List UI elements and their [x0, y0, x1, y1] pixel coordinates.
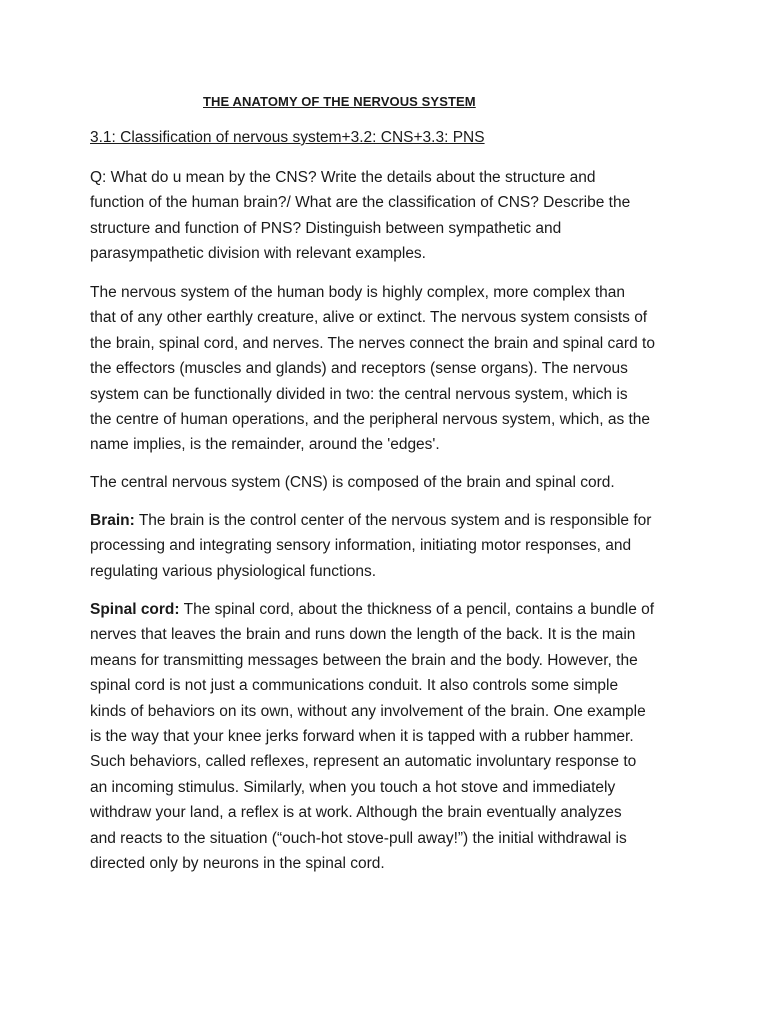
- spinal-label: Spinal cord:: [90, 601, 180, 618]
- brain-paragraph: [90, 508, 690, 584]
- intro-line: the effectors (muscles and glands) and receptors (sense organs). The nervous: [90, 360, 628, 378]
- spinal-line: Such behaviors, called reflexes, represent an automatic involuntary response to: [90, 753, 637, 771]
- spinal-line: spinal cord is not just a communications conduit. It also controls some simple: [90, 677, 619, 695]
- intro-line: that of any other earthly creature, alive or extinct. The nervous system consists of: [90, 309, 648, 327]
- spinal-cord-paragraph: [90, 597, 690, 876]
- spinal-line: directed only by neurons in the spinal cord.: [90, 855, 385, 873]
- brain-line: regulating various physiological functions.: [90, 562, 377, 580]
- cns-paragraph: [90, 470, 690, 495]
- question-line: parasympathetic division with relevant examples.: [90, 245, 426, 263]
- brain-first-text: The brain is the control center of the nervous system and is responsible for: [134, 512, 652, 529]
- brain-label: Brain:: [90, 512, 135, 529]
- spinal-line: is the way that your knee jerks forward when it is tapped with a rubber hammer.: [90, 728, 634, 746]
- question-line: Q: What do u mean by the CNS? Write the details about the structure and: [90, 169, 596, 186]
- question-line: function of the human brain?/ What are the classification of CNS? Describe the: [90, 194, 631, 212]
- question-line: structure and function of PNS? Distinguish between sympathetic and: [90, 219, 562, 237]
- intro-line: name implies, is the remainder, around the 'edges'.: [90, 436, 440, 454]
- cns-line: The central nervous system (CNS) is composed of the brain and spinal cord.: [90, 474, 615, 491]
- intro-line: the brain, spinal cord, and nerves. The nerves connect the brain and spinal card to: [90, 334, 655, 352]
- spinal-first-line: [90, 597, 690, 622]
- brain-line: processing and integrating sensory information, initiating motor responses, and: [90, 537, 632, 555]
- intro-line: the centre of human operations, and the peripheral nervous system, which, as the: [90, 411, 651, 429]
- section-heading: 3.1: Classification of nervous system+3.2: CNS+3.3: PNS: [90, 129, 485, 146]
- intro-line: The nervous system of the human body is highly complex, more complex than: [90, 284, 626, 301]
- intro-line: system can be functionally divided in two: the central nervous system, which is: [90, 385, 628, 403]
- spinal-first-text: The spinal cord, about the thickness of a pencil, contains a bundle of: [179, 601, 655, 618]
- document-title: THE ANATOMY OF THE NERVOUS SYSTEM: [203, 94, 476, 109]
- question-paragraph: [90, 165, 690, 267]
- spinal-line: and reacts to the situation (“ouch-hot stove-pull away!”) the initial withdrawal is: [90, 829, 627, 847]
- spinal-line: nerves that leaves the brain and runs down the length of the back. It is the main: [90, 626, 636, 644]
- spinal-line: means for transmitting messages between the brain and the body. However, the: [90, 651, 638, 669]
- spinal-line: an incoming stimulus. Similarly, when you touch a hot stove and immediately: [90, 778, 616, 796]
- spinal-line: kinds of behaviors on its own, without any involvement of the brain. One example: [90, 702, 646, 720]
- spinal-line: withdraw your land, a reflex is at work. Although the brain eventually analyzes: [90, 804, 622, 822]
- intro-paragraph: [90, 280, 690, 458]
- brain-first-line: [90, 508, 690, 533]
